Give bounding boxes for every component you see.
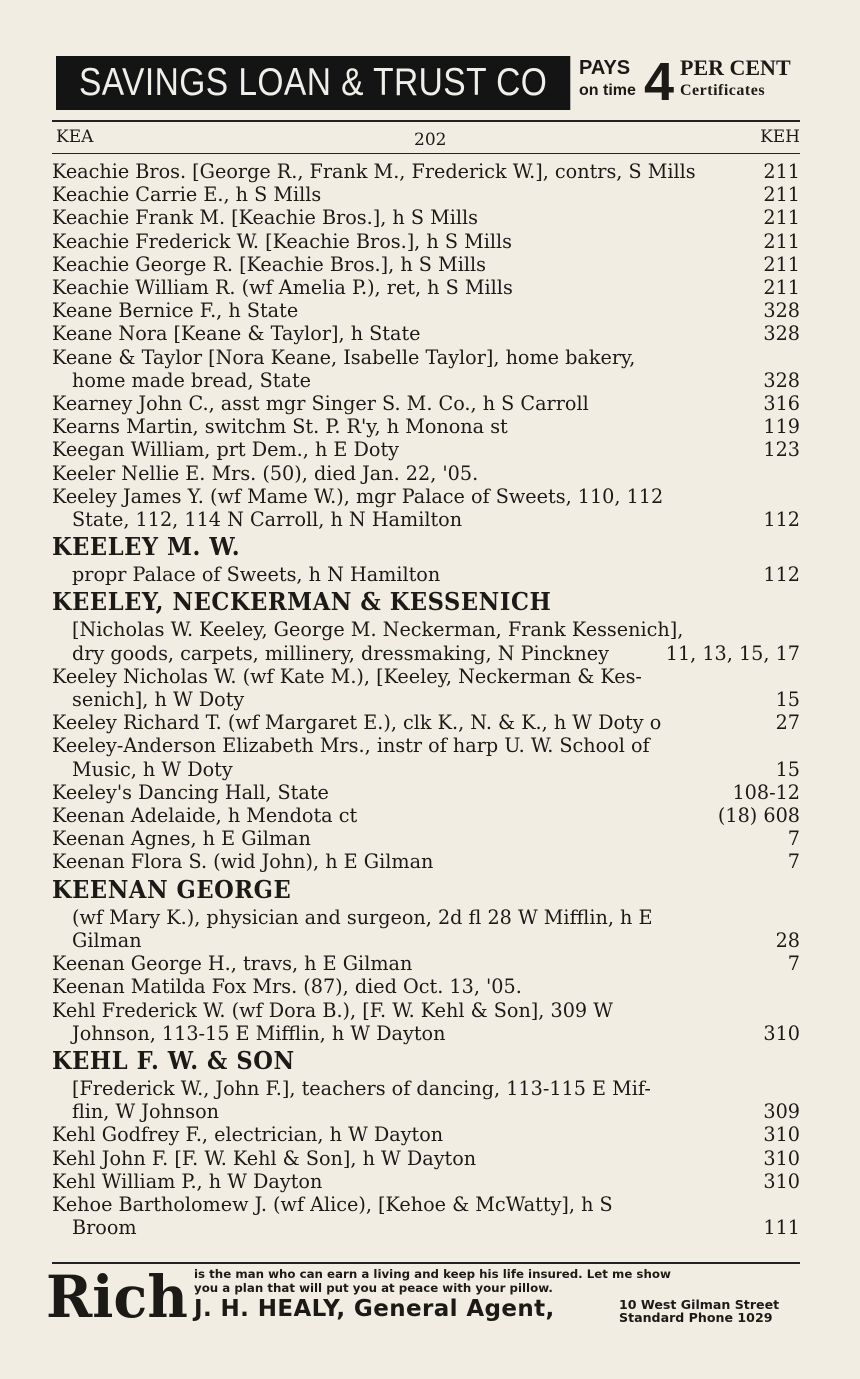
- entry-street-number: 211: [763, 229, 800, 253]
- entry-street-number: 310: [763, 1021, 800, 1045]
- entry-text: Keeley-Anderson Elizabeth Mrs., instr of harp U. W. School of: [52, 734, 650, 758]
- directory-entry: [52, 299, 800, 322]
- directory-entry: [52, 183, 800, 206]
- entry-street-number: 310: [763, 1123, 800, 1147]
- entry-text: Keenan Adelaide, h Mendota ct: [52, 804, 358, 828]
- guide-word-left: KEA: [56, 127, 94, 147]
- directory-page: [46, 50, 800, 1331]
- entry-text-continued: senich], h W Doty: [72, 688, 245, 712]
- entry-text: Kehl William P., h W Dayton: [52, 1169, 323, 1193]
- entry-subtext: propr Palace of Sweets, h N Hamilton: [72, 563, 441, 587]
- directory-entry: [52, 253, 800, 276]
- entry-subtext-continued: Gilman: [72, 928, 142, 952]
- entry-street-number: 309: [763, 1100, 800, 1124]
- entry-subtext-continued: dry goods, carpets, millinery, dressmaking, N Pinckney: [72, 641, 609, 665]
- entry-street-number: 112: [763, 563, 800, 587]
- directory-entry: [52, 952, 800, 975]
- entry-text: Keenan George H., travs, h E Gilman: [52, 952, 413, 976]
- directory-entry: [52, 1193, 800, 1239]
- page-number: 202: [414, 130, 447, 150]
- directory-entry: [52, 276, 800, 299]
- directory-entry: [52, 999, 800, 1045]
- entry-text: Keachie Frederick W. [Keachie Bros.], h S Mills: [52, 229, 512, 253]
- entry-text-continued: State, 112, 114 N Carroll, h N Hamilton: [72, 508, 463, 532]
- directory-entry: [52, 438, 800, 461]
- entry-text: Keeley James Y. (wf Mame W.), mgr Palace of Sweets, 110, 112: [52, 484, 664, 508]
- guide-word-right: KEH: [760, 127, 800, 147]
- entry-street-number: 211: [763, 276, 800, 300]
- entry-text: Kehl Godfrey F., electrician, h W Dayton: [52, 1123, 444, 1147]
- directory-entry: [52, 1170, 800, 1193]
- directory-entry: [52, 665, 800, 711]
- entry-street-number: 211: [763, 206, 800, 230]
- entry-text: Kearns Martin, switchm St. P. R'y, h Monona st: [52, 415, 508, 439]
- entry-text: Keane Bernice F., h State: [52, 299, 299, 323]
- entry-subtext: [Nicholas W. Keeley, George M. Neckerman, Frank Kessenich],: [72, 618, 684, 642]
- directory-entry: [52, 485, 800, 531]
- entry-text: Keegan William, prt Dem., h E Doty: [52, 438, 400, 462]
- percent-text: [680, 56, 810, 102]
- directory-entry: [52, 781, 800, 804]
- agent-address: 10 West Gilman Street: [619, 1297, 780, 1312]
- agent-phone: Standard Phone 1029: [619, 1310, 773, 1325]
- directory-entry: [52, 415, 800, 438]
- header-rule: [52, 120, 800, 122]
- entry-street-number: 310: [763, 1146, 800, 1170]
- running-head: [52, 124, 800, 150]
- entry-street-number: 7: [787, 850, 800, 874]
- entry-text-continued: Johnson, 113-15 E Mifflin, h W Dayton: [72, 1021, 446, 1045]
- entry-text: Keeley Nicholas W. (wf Kate M.), [Keeley, Neckerman & Kes-: [52, 664, 642, 688]
- entry-text: Kehoe Bartholomew J. (wf Alice), [Kehoe & McWatty], h S: [52, 1192, 613, 1216]
- directory-entry: [52, 230, 800, 253]
- entry-street-number: 112: [763, 508, 800, 532]
- entry-street-number: 28: [775, 928, 800, 952]
- entry-street-number: 316: [763, 392, 800, 416]
- advertising-banner: [52, 50, 800, 114]
- directory-entry: [52, 392, 800, 415]
- directory-heading-entry: [52, 874, 800, 952]
- entry-text: Keachie Bros. [George R., Frank M., Frederick W.], contrs, S Mills: [52, 160, 696, 183]
- directory-entry: [52, 827, 800, 850]
- entry-heading: KEENAN GEORGE: [52, 874, 292, 904]
- entry-street-number: 328: [763, 299, 800, 323]
- four-numeral: 4: [644, 52, 675, 112]
- entry-street-number: 7: [787, 952, 800, 976]
- per-cent-word: PER CENT: [680, 55, 791, 80]
- entry-street-number: 27: [775, 711, 800, 735]
- directory-entry: [52, 346, 800, 392]
- entry-text: Keachie William R. (wf Amelia P.), ret, h S Mills: [52, 276, 513, 300]
- directory-entry: [52, 804, 800, 827]
- entry-text: Kearney John C., asst mgr Singer S. M. Co., h S Carroll: [52, 392, 589, 416]
- ad-line-2: you a plan that will put you at peace with your pillow.: [194, 1280, 553, 1295]
- rich-headline: Rich: [46, 1263, 188, 1331]
- entry-text: Keenan Flora S. (wid John), h E Gilman: [52, 850, 434, 874]
- header-rule-lower: [52, 153, 800, 154]
- entry-street-number: 7: [787, 827, 800, 851]
- entry-text: Keane Nora [Keane & Taylor], h State: [52, 322, 421, 346]
- entry-heading: KEELEY M. W.: [52, 532, 241, 562]
- entry-subtext: [Frederick W., John F.], teachers of dancing, 113-115 E Mif-: [72, 1076, 651, 1100]
- directory-entry: [52, 462, 800, 485]
- savings-loan-trust-logo: SAVINGS LOAN & TRUST CO: [56, 56, 570, 110]
- agent-name: J. H. HEALY, General Agent,: [194, 1296, 555, 1322]
- entry-street-number: 11, 13, 15, 17: [665, 641, 800, 665]
- insurance-advertisement: [46, 1263, 800, 1331]
- entry-text: Keachie George R. [Keachie Bros.], h S Mills: [52, 252, 486, 276]
- entry-text: Keenan Matilda Fox Mrs. (87), died Oct. 13, '05.: [52, 975, 522, 999]
- entry-subtext: (wf Mary K.), physician and surgeon, 2d fl 28 W Mifflin, h E: [72, 905, 653, 929]
- entry-text: Kehl Frederick W. (wf Dora B.), [F. W. Kehl & Son], 309 W: [52, 998, 613, 1022]
- ad-line-1: is the man who can earn a living and keep his life insured. Let me show: [194, 1267, 671, 1281]
- entry-text-continued: home made bread, State: [72, 368, 312, 392]
- entry-street-number: 211: [763, 252, 800, 276]
- directory-entry: [52, 160, 800, 183]
- directory-entries: [52, 160, 800, 1239]
- entry-street-number: 111: [763, 1216, 800, 1240]
- entry-street-number: 119: [763, 415, 800, 439]
- directory-entry: [52, 206, 800, 229]
- entry-text: Keenan Agnes, h E Gilman: [52, 827, 311, 851]
- entry-street-number: (18) 608: [717, 804, 800, 828]
- directory-entry: [52, 322, 800, 345]
- entry-text: Keane & Taylor [Nora Keane, Isabelle Taylor], home bakery,: [52, 345, 636, 369]
- entry-street-number: 15: [775, 757, 800, 781]
- agent-address-block: [619, 1298, 809, 1324]
- entry-text-continued: Music, h W Doty: [72, 757, 233, 781]
- entry-street-number: 328: [763, 368, 800, 392]
- directory-heading-entry: [52, 586, 800, 664]
- entry-heading: KEELEY, NECKERMAN & KESSENICH: [52, 587, 552, 617]
- directory-entry: [52, 1147, 800, 1170]
- entry-text-continued: Broom: [72, 1216, 137, 1240]
- entry-street-number: 108-12: [732, 780, 800, 804]
- directory-entry: [52, 734, 800, 780]
- directory-heading-entry: [52, 1045, 800, 1123]
- entry-street-number: 123: [763, 438, 800, 462]
- directory-entry: [52, 975, 800, 998]
- directory-entry: [52, 850, 800, 873]
- certificates-word: Certificates: [680, 82, 766, 99]
- entry-text: Keachie Carrie E., h S Mills: [52, 183, 322, 207]
- entry-text: Keachie Frank M. [Keachie Bros.], h S Mills: [52, 206, 479, 230]
- on-time-word: on time: [579, 82, 636, 99]
- entry-heading: KEHL F. W. & SON: [52, 1045, 295, 1075]
- entry-street-number: 328: [763, 322, 800, 346]
- pays-word: PAYS: [579, 57, 631, 79]
- entry-subtext-continued: flin, W Johnson: [72, 1100, 220, 1124]
- entry-text: Keeley's Dancing Hall, State: [52, 780, 329, 804]
- entry-text: Keeley Richard T. (wf Margaret E.), clk K., N. & K., h W Doty o: [52, 711, 662, 735]
- entry-text: Keeler Nellie E. Mrs. (50), died Jan. 22, '05.: [52, 461, 479, 485]
- directory-entry: [52, 711, 800, 734]
- directory-heading-entry: [52, 531, 800, 586]
- entry-street-number: 211: [763, 160, 800, 183]
- entry-street-number: 310: [763, 1169, 800, 1193]
- directory-entry: [52, 1123, 800, 1146]
- entry-street-number: 211: [763, 183, 800, 207]
- entry-text: Kehl John F. [F. W. Kehl & Son], h W Dayton: [52, 1146, 477, 1170]
- entry-street-number: 15: [775, 688, 800, 712]
- ad-body: [194, 1268, 804, 1295]
